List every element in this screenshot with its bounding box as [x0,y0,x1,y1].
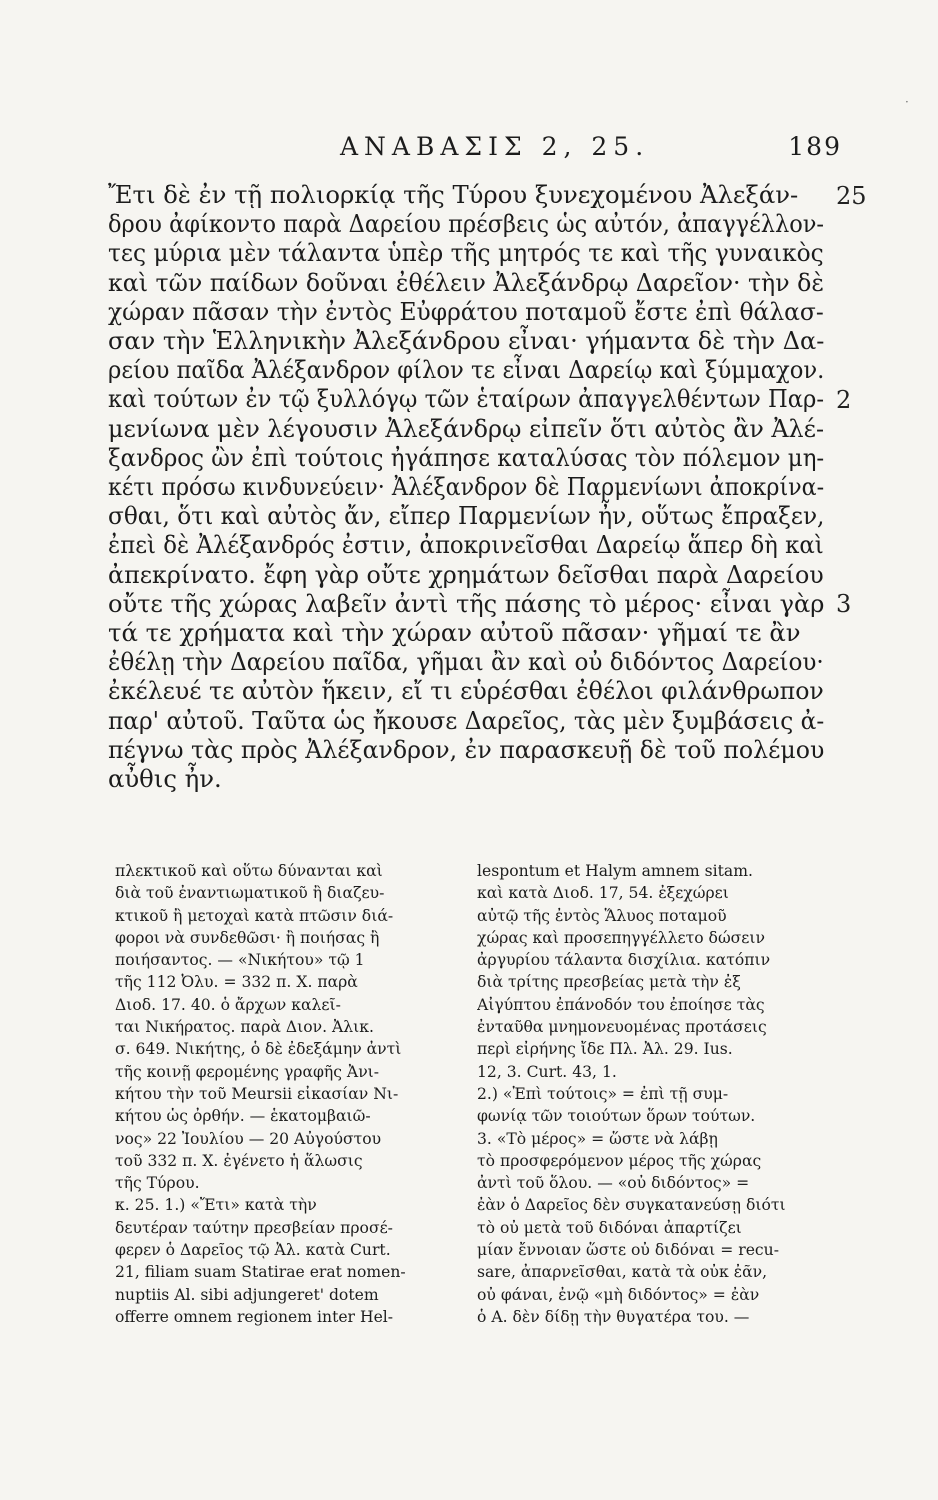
text-line: ξανδρος ὢν ἐπὶ τούτοις ἠγάπησε καταλύσας τὸν πόλεμον μη- [108,442,825,472]
note-line: nuptiis Al. sibi adjungeret' dotem [115,1285,379,1304]
note-line: περὶ εἰρήνης ἴδε Πλ. Ἀλ. 29. Ius. [477,1040,733,1059]
page-number: 189 [788,132,842,161]
text-line: χώραν πᾶσαν τὴν ἐντὸς Εὐφράτου ποταμοῦ ἔστε ἐπὶ θάλασ- [108,296,824,326]
note-line: κ. 25. 1.) «Ἔτι» κατὰ τὴν [115,1196,317,1215]
scan-speck: · [905,95,909,109]
note-line: ἀργυρίου τάλαντα δισχίλια. κατόπιν [477,951,771,970]
section-number-25: 25 [836,182,867,210]
running-title: ΑΝΑΒΑΣΙΣ 2, 25. [340,132,650,161]
note-line: φοροι νὰ συνδεθῶσι· ἢ ποιήσας ἢ [115,928,380,947]
note-line: αὐτῷ τῆς ἐντὸς Ἅλυος ποταμοῦ [477,906,727,925]
note-line: φερεν ὁ Δαρεῖος τῷ Ἀλ. κατὰ Curt. [115,1241,391,1260]
note-line: ποιήσαντος. — «Νικήτου» τῷ 1 [115,951,365,970]
note-line: Αἰγύπτου ἐπάνοδόν του ἐποίησε τὰς [477,995,765,1014]
text-line: καὶ τῶν παίδων δοῦναι ἐθέλειν Ἀλεξάνδρῳ Δαρεῖον· τὴν δὲ [108,267,825,297]
text-line: ἐθέλῃ τὴν Δαρείου παῖδα, γῆμαι ἂν καὶ οὐ διδόντος Δαρείου· [108,647,824,677]
note-line: χώρας καὶ προσεπηγγέλλετο δώσειν [477,928,765,947]
note-line: ὁ Α. δὲν δίδῃ τὴν θυγατέρα του. — [477,1307,750,1326]
note-line: κήτου ὡς ὀρθήν. — ἑκατομβαιῶ- [115,1107,371,1126]
note-line: τοῦ 332 π. Χ. ἐγένετο ἡ ἅλωσις [115,1151,363,1170]
text-line: οὔτε τῆς χώρας λαβεῖν ἀντὶ τῆς πάσης τὸ μέρος· εἶναι γὰρ [108,588,825,618]
text-line: ἀπεκρίνατο. ἔφη γὰρ οὔτε χρημάτων δεῖσθαι παρὰ Δαρείου [108,559,824,589]
text-line: ἐκέλευέ τε αὐτὸν ἥκειν, εἴ τι εὑρέσθαι ἐθέλοι φιλάνθρωπον [108,676,824,706]
text-line: δρου ἀφίκοντο παρὰ Δαρείου πρέσβεις ὡς αὐτόν, ἀπαγγέλλον- [108,209,824,239]
note-line: τῆς κοινῇ φερομένης γραφῆς Ἀνι- [115,1062,380,1081]
note-line: τῆς Τύρου. [115,1174,200,1193]
note-line: τὸ οὐ μετὰ τοῦ διδόναι ἀπαρτίζει [477,1218,742,1237]
text-line: κέτι πρόσω κινδυνεύειν· Ἀλέξανδρον δὲ Παρμενίωνι ἀποκρίνα- [108,472,825,502]
note-line: καὶ κατὰ Διοδ. 17, 54. ἐξεχώρει [477,884,729,903]
note-line: ἀντὶ τοῦ ὅλου. — «οὐ διδόντος» = [477,1174,750,1193]
note-line: ἐνταῦθα μνημονευομένας προτάσεις [477,1018,767,1037]
note-line: 3. «Τὸ μέρος» = ὥστε νὰ λάβῃ [477,1129,718,1148]
note-line: ἐὰν ὁ Δαρεῖος δὲν συγκατανεύσῃ διότι [477,1196,786,1215]
note-line: τὸ προσφερόμενον μέρος τῆς χώρας [477,1151,762,1170]
note-line: 12, 3. Curt. 43, 1. [477,1062,617,1081]
section-number-3: 3 [836,590,852,618]
note-line: ται Νικήρατος. παρὰ Διον. Ἀλικ. [115,1018,374,1037]
note-line: 2.) «Ἐπὶ τούτοις» = ἐπὶ τῇ συμ- [477,1084,729,1103]
text-line: σθαι, ὅτι καὶ αὐτὸς ἄν, εἴπερ Παρμενίων ἦν, οὕτως ἔπραξεν, [108,501,825,531]
text-line: Ἔτι δὲ ἐν τῇ πολιορκίᾳ τῆς Τύρου ξυνεχομένου Ἀλεξάν- [108,180,799,209]
section-number-2: 2 [836,386,852,414]
text-line: τά τε χρήματα καὶ τὴν χώραν αὐτοῦ πᾶσαν· γῆμαί τε ἂν [108,618,801,648]
note-line: lespontum et Halym amnem sitam. [477,862,753,880]
text-line: αὖθις ἦν. [108,764,222,794]
note-line: νος» 22 Ἰουλίου — 20 Αὐγούστου [115,1129,382,1148]
note-line: φωνίᾳ τῶν τοιούτων ὅρων τούτων. [477,1107,756,1126]
text-line: πέγνω τὰς πρὸς Ἀλέξανδρον, ἐν παρασκευῇ δὲ τοῦ πολέμου [108,734,825,764]
text-line: παρ' αὐτοῦ. Ταῦτα ὡς ἤκουσε Δαρεῖος, τὰς μὲν ξυμβάσεις ἀ- [108,705,825,735]
page-header [100,132,842,168]
text-line: ἐπεὶ δὲ Ἀλέξανδρός ἐστιν, ἀποκρινεῖσθαι Δαρείῳ ἅπερ δὴ καὶ [108,530,824,560]
note-line: πλεκτικοῦ καὶ οὕτω δύνανται καὶ [115,862,383,880]
note-line: offerre omnem regionem inter Hel- [115,1307,394,1326]
note-line: διὰ τοῦ ἐναντιωματικοῦ ἢ διαζευ- [115,884,385,903]
note-line: sare, ἀπαρνεῖσθαι, κατὰ τὰ οὐκ ἐᾶν, [477,1263,768,1282]
text-line: μενίωνα μὲν λέγουσιν Ἀλεξάνδρῳ εἰπεῖν ὅτι αὐτὸς ἂν Ἀλέ- [108,413,825,443]
note-line: δευτέραν ταύτην πρεσβείαν προσέ- [115,1218,393,1237]
footnotes-right-column [477,860,815,1328]
note-line: διὰ τρίτης πρεσβείας μετὰ τὴν ἐξ [477,973,741,992]
text-line: τες μύρια μὲν τάλαντα ὑπὲρ τῆς μητρός τε καὶ τῆς γυναικὸς [108,238,824,268]
note-line: κτικοῦ ἢ μετοχαὶ κατὰ πτῶσιν διά- [115,906,394,925]
note-line: κήτου τὴν τοῦ Meursii εἰκασίαν Νι- [115,1084,399,1103]
main-text [108,180,824,793]
note-line: σ. 649. Νικήτης, ὁ δὲ ἐδεξάμην ἀντὶ [115,1040,402,1059]
note-line: τῆς 112 Ὀλυ. = 332 π. Χ. παρὰ [115,973,358,992]
footnotes-left-column [115,860,453,1328]
note-line: 21, filiam suam Statirae erat nomen- [115,1263,406,1282]
text-line: καὶ τούτων ἐν τῷ ξυλλόγῳ τῶν ἑταίρων ἀπαγγελθέντων Παρ- [108,384,824,414]
text-line: σαν τὴν Ἑλληνικὴν Ἀλεξάνδρου εἶναι· γήμαντα δὲ τὴν Δα- [108,326,825,356]
footnotes [115,860,815,1328]
note-line: μίαν ἔννοιαν ὥστε οὐ διδόναι = recu- [477,1241,779,1260]
note-line: οὐ φάναι, ἐνῷ «μὴ διδόντος» = ἐὰν [477,1285,760,1304]
note-line: Διοδ. 17. 40. ὁ ἄρχων καλεῖ- [115,995,341,1014]
text-line: ρείου παῖδα Ἀλέξανδρον φίλον τε εἶναι Δαρείῳ καὶ ξύμμαχον. [108,355,825,385]
